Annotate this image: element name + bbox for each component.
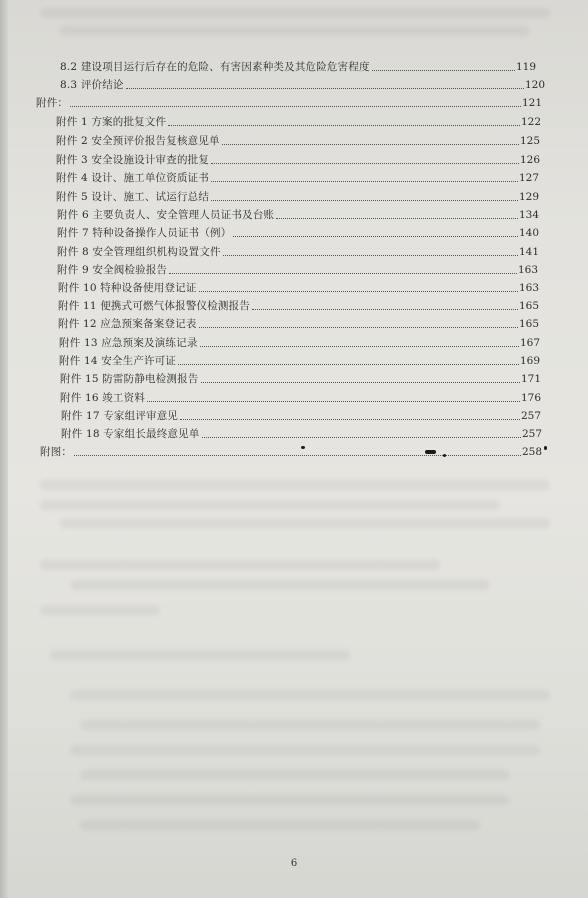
- ink-speck: [301, 446, 305, 449]
- toc-entry-label: 8.2 建设项目运行后存在的危险、有害因素种类及其危险危害程度: [60, 61, 370, 73]
- toc-entry-label: 附件 15 防雷防静电检测报告: [60, 373, 199, 385]
- dot-leader: [199, 327, 518, 328]
- toc-entry-page: 163: [518, 282, 539, 294]
- toc-entry-label: 附件 9 安全阀检验报告: [57, 264, 168, 276]
- dot-leader: [223, 255, 518, 256]
- toc-entry-label: 附件 13 应急预案及演练记录: [59, 337, 198, 349]
- dot-leader: [200, 346, 519, 347]
- toc-entry[interactable]: [58, 313, 539, 331]
- toc-entry-label: 附件 17 专家组评审意见: [61, 410, 179, 422]
- show-through-text: [70, 795, 510, 805]
- show-through-text: [80, 720, 540, 730]
- show-through-text: [40, 560, 440, 570]
- toc-entry[interactable]: [56, 167, 539, 185]
- dot-leader: [222, 144, 519, 145]
- ink-speck: [425, 450, 436, 454]
- toc-entry-page: 167: [519, 337, 540, 349]
- toc-entry-page: 129: [518, 191, 539, 203]
- toc-entry[interactable]: [56, 186, 539, 204]
- ink-speck: [443, 454, 446, 457]
- toc-entry-page: 126: [519, 154, 540, 166]
- toc-entry-page: 127: [518, 172, 539, 184]
- show-through-text: [40, 480, 550, 490]
- toc-entry-page: 257: [521, 428, 542, 440]
- toc-entry-label: 附件 12 应急预案备案登记表: [58, 318, 197, 330]
- toc-entry-page: 257: [520, 410, 541, 422]
- dot-leader: [178, 364, 519, 365]
- dot-leader: [70, 106, 521, 107]
- show-through-text: [80, 770, 510, 780]
- dot-leader: [202, 437, 521, 438]
- toc-entry[interactable]: [57, 222, 539, 240]
- dot-leader: [74, 455, 521, 456]
- toc-entry-label: 附件 6 主要负责人、安全管理人员证书及台账: [57, 209, 275, 221]
- toc-entry-label: 附件 4 设计、施工单位资质证书: [56, 172, 210, 184]
- toc-entry-page: 122: [520, 116, 541, 128]
- show-through-text: [50, 650, 350, 660]
- toc-entry[interactable]: [57, 204, 539, 222]
- toc-entry-page: 125: [519, 135, 540, 147]
- toc-entry[interactable]: [57, 259, 538, 277]
- toc-entry-page: 176: [520, 392, 541, 404]
- dot-leader: [372, 70, 515, 71]
- ink-speck: [544, 446, 547, 450]
- dot-leader: [211, 181, 518, 182]
- dot-leader: [201, 382, 520, 383]
- dot-leader: [168, 125, 520, 126]
- toc-entry[interactable]: [56, 149, 540, 167]
- toc-entry[interactable]: [60, 387, 541, 405]
- toc-entry-label: 附件 14 安全生产许可证: [59, 355, 177, 367]
- toc-entry-label: 附件 3 安全设施设计审查的批复: [56, 154, 210, 166]
- toc-entry-page: 120: [524, 79, 545, 91]
- show-through-text: [40, 605, 160, 615]
- toc-entry-label: 附件 1 方案的批复文件: [56, 116, 167, 128]
- toc-entry-label: 附件 16 竣工资料: [60, 392, 146, 404]
- toc-entry[interactable]: [58, 295, 539, 313]
- show-through-text: [80, 820, 480, 830]
- dot-leader: [211, 163, 519, 164]
- toc-entry[interactable]: [57, 241, 539, 259]
- toc-entry[interactable]: [59, 332, 540, 350]
- toc-entry[interactable]: [59, 350, 540, 368]
- show-through-text: [70, 745, 540, 755]
- toc-entry-page: 141: [518, 246, 539, 258]
- toc-entry-page: 258: [521, 446, 542, 458]
- toc-entry[interactable]: [56, 111, 541, 129]
- toc-entry-label: 8.3 评价结论: [60, 79, 124, 91]
- dot-leader: [126, 88, 524, 89]
- show-through-text: [70, 580, 490, 590]
- toc-entry-page: 165: [518, 318, 539, 330]
- show-through-text: [70, 690, 550, 700]
- toc-entry-page: 171: [520, 373, 541, 385]
- toc-entry-page: 121: [521, 97, 542, 109]
- page-number: 6: [290, 858, 298, 869]
- dot-leader: [233, 236, 517, 237]
- dot-leader: [252, 309, 518, 310]
- toc-entry[interactable]: [56, 130, 540, 148]
- toc-entry-label: 附件 2 安全预评价报告复核意见单: [56, 135, 220, 147]
- toc-entry-page: 163: [517, 264, 538, 276]
- toc-entry[interactable]: [60, 368, 541, 386]
- toc-entry-page: 165: [518, 300, 539, 312]
- dot-leader: [180, 419, 520, 420]
- toc-entry-label: 附件 10 特种设备使用登记证: [58, 282, 197, 294]
- dot-leader: [276, 218, 518, 219]
- toc-entry[interactable]: [61, 423, 542, 441]
- toc-entry-label: 附图：: [40, 446, 73, 458]
- toc-entry-label: 附件 7 特种设备操作人员证书（例）: [57, 227, 232, 239]
- toc-entry-page: 169: [519, 355, 540, 367]
- show-through-text: [40, 500, 500, 510]
- toc-entry[interactable]: [60, 56, 536, 74]
- toc-entry-label: 附件 8 安全管理组织机构设置文件: [57, 246, 221, 258]
- toc-entry-label: 附件 11 便携式可燃气体报警仪检测报告: [58, 300, 251, 312]
- dot-leader: [147, 401, 520, 402]
- dot-leader: [211, 200, 518, 201]
- toc-entry[interactable]: [60, 74, 545, 92]
- toc-entry-page: 140: [518, 227, 539, 239]
- toc-entry-label: 附件 18 专家组长最终意见单: [61, 428, 200, 440]
- toc-entry-label: 附件 5 设计、施工、试运行总结: [56, 191, 210, 203]
- toc-entry-page: 119: [515, 61, 536, 73]
- dot-leader: [199, 291, 518, 292]
- toc-entry-label: 附件：: [36, 97, 69, 109]
- toc-entry-page: 134: [518, 209, 539, 221]
- toc-entry[interactable]: [58, 277, 539, 295]
- dot-leader: [169, 273, 517, 274]
- show-through-text: [60, 518, 550, 528]
- toc-entry[interactable]: [36, 92, 542, 110]
- toc-entry[interactable]: [40, 441, 542, 459]
- toc-entry[interactable]: [61, 405, 541, 423]
